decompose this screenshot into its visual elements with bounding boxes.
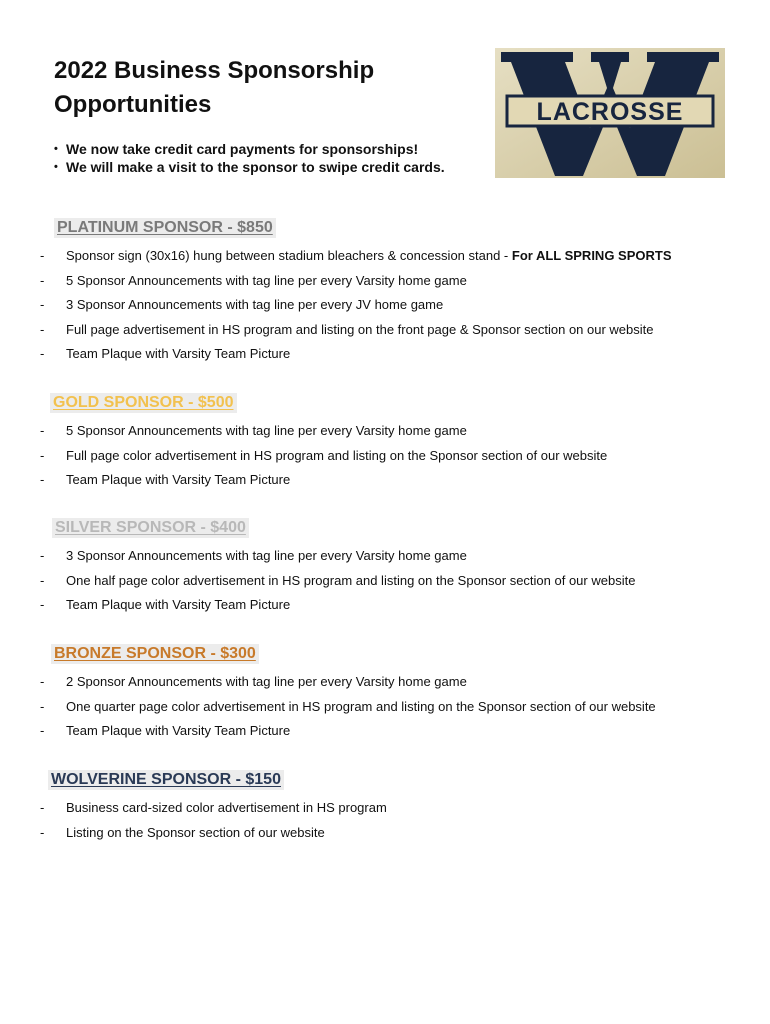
list-item: - 5 Sponsor Announcements with tag line per every Varsity home game xyxy=(40,272,467,288)
list-item: - 3 Sponsor Announcements with tag line per every Varsity home game xyxy=(40,548,467,563)
list-item: - Business card-sized color advertisement in HS program xyxy=(40,800,387,815)
list-item: - One half page color advertisement in HS program and listing on the Sponsor section of our website xyxy=(40,572,636,588)
list-item: - 3 Sponsor Announcements with tag line per every JV home game xyxy=(40,297,444,313)
list-item: - Team Plaque with Varsity Team Picture xyxy=(40,597,291,613)
silver-sponsor-title: SILVER SPONSOR - $400 xyxy=(52,518,249,538)
list-item: - Listing on the Sponsor section of our website xyxy=(40,824,325,840)
platinum-benefits-list xyxy=(40,244,672,367)
list-item: - Team Plaque with Varsity Team Picture xyxy=(40,346,291,362)
list-item: - 2 Sponsor Announcements with tag line per every Varsity home game xyxy=(40,674,467,689)
gold-sponsor-title: GOLD SPONSOR - $500 xyxy=(50,393,237,413)
wolverine-benefits-list xyxy=(40,796,387,845)
wolverine-sponsor-title: WOLVERINE SPONSOR - $150 xyxy=(48,770,284,790)
list-item: - 5 Sponsor Announcements with tag line per every Varsity home game xyxy=(40,423,467,438)
list-item: - One quarter page color advertisement in HS program and listing on the Sponsor section of our website xyxy=(40,698,656,714)
all-spring-sports-note: For ALL SPRING SPORTS xyxy=(511,248,672,263)
list-item: - Full page advertisement in HS program and listing on the front page & Sponsor section on our website xyxy=(40,321,654,337)
lacrosse-logo xyxy=(495,48,725,178)
logo-text: LACROSSE xyxy=(536,98,684,126)
silver-benefits-list xyxy=(40,544,635,618)
bronze-benefits-list xyxy=(40,670,656,744)
note-item: • We now take credit card payments for sponsorships! xyxy=(54,140,445,158)
gold-benefits-list xyxy=(40,419,607,493)
page-title: 2022 Business Sponsorship Opportunities xyxy=(54,57,375,118)
bronze-sponsor-title: BRONZE SPONSOR - $300 xyxy=(51,644,259,664)
list-item: - Team Plaque with Varsity Team Picture xyxy=(40,723,291,739)
list-item: - Sponsor sign (30x16) hung between stadium bleachers & concession stand - For ALL SPRING SPORTS xyxy=(40,248,672,263)
payment-notes xyxy=(54,140,445,176)
note-item: • We will make a visit to the sponsor to swipe credit cards. xyxy=(54,158,445,176)
list-item: - Full page color advertisement in HS program and listing on the Sponsor section of our website xyxy=(40,447,608,463)
list-item: - Team Plaque with Varsity Team Picture xyxy=(40,472,291,488)
platinum-sponsor-title: PLATINUM SPONSOR - $850 xyxy=(54,218,276,238)
